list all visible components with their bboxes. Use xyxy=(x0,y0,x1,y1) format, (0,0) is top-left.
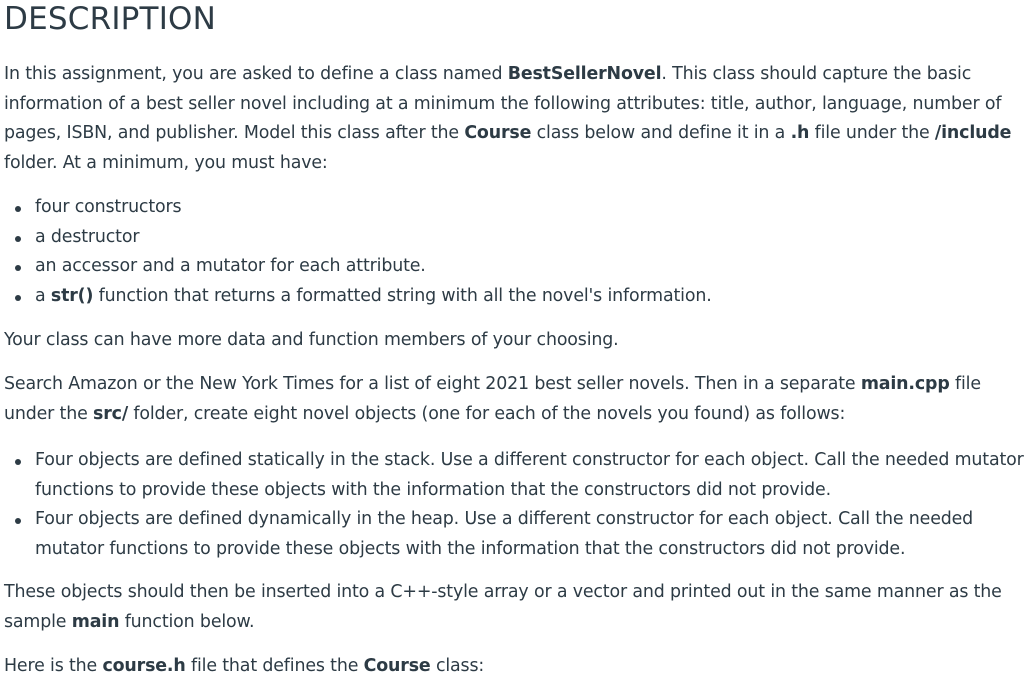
search-paragraph xyxy=(4,370,981,429)
page-title: DESCRIPTION xyxy=(4,1,217,37)
str-function: str() xyxy=(50,285,94,306)
intro-paragraph xyxy=(4,60,1011,178)
include-folder: /include xyxy=(934,123,1012,143)
insert-paragraph xyxy=(4,578,1002,637)
intro-line-3: pages, ISBN, and publisher. Model this class after the Course class below and define it in a .h file under the /include xyxy=(4,123,1012,143)
search-line-2: under the src/ folder, create eight novel objects (one for each of the novels you found) as follows: xyxy=(4,403,846,424)
list-item: Four objects are defined statically in the stack. Use a different constructor for each object. Call the needed mutator functions to provide these objects with the information that the constructors did not provide. xyxy=(4,446,1024,505)
objects-list xyxy=(4,446,1024,564)
more-members-paragraph: Your class can have more data and function members of your choosing. xyxy=(4,330,619,350)
list-item: four constructors xyxy=(4,193,712,223)
course-class: Course xyxy=(363,656,431,676)
h-extension: .h xyxy=(790,123,810,143)
class-name-course: Course xyxy=(464,123,532,143)
class-name-bestsellernovel: BestSellerNovel xyxy=(507,64,662,84)
course-intro-paragraph: Here is the course.h file that defines the Course class: xyxy=(4,656,485,676)
main-function: main xyxy=(71,611,120,632)
main-cpp-file: main.cpp xyxy=(860,374,950,394)
list-item: a str() function that returns a formatted string with all the novel's information. xyxy=(4,282,712,312)
course-h-file: course.h xyxy=(102,656,186,676)
list-item: a destructor xyxy=(4,223,712,253)
list-item: Four objects are defined dynamically in the heap. Use a different constructor for each object. Call the needed mutator functions to provide these objects with the information that the constructors did not provide. xyxy=(4,505,1024,564)
list-item: an accessor and a mutator for each attribute. xyxy=(4,252,712,282)
insert-line-1: These objects should then be inserted into a C++-style array or a vector and printed out in the same manner as the xyxy=(4,582,1002,602)
src-folder: src/ xyxy=(93,403,129,424)
requirements-list xyxy=(4,193,712,311)
intro-line-1: In this assignment, you are asked to define a class named BestSellerNovel. This class should capture the basic xyxy=(4,64,972,84)
insert-line-2: sample main function below. xyxy=(4,611,255,632)
search-line-1: Search Amazon or the New York Times for a list of eight 2021 best seller novels. Then in a separate main.cpp file xyxy=(4,374,981,394)
intro-line-4: folder. At a minimum, you must have: xyxy=(4,152,328,173)
intro-line-2: information of a best seller novel including at a minimum the following attributes: title, author, language, number of xyxy=(4,93,1002,114)
